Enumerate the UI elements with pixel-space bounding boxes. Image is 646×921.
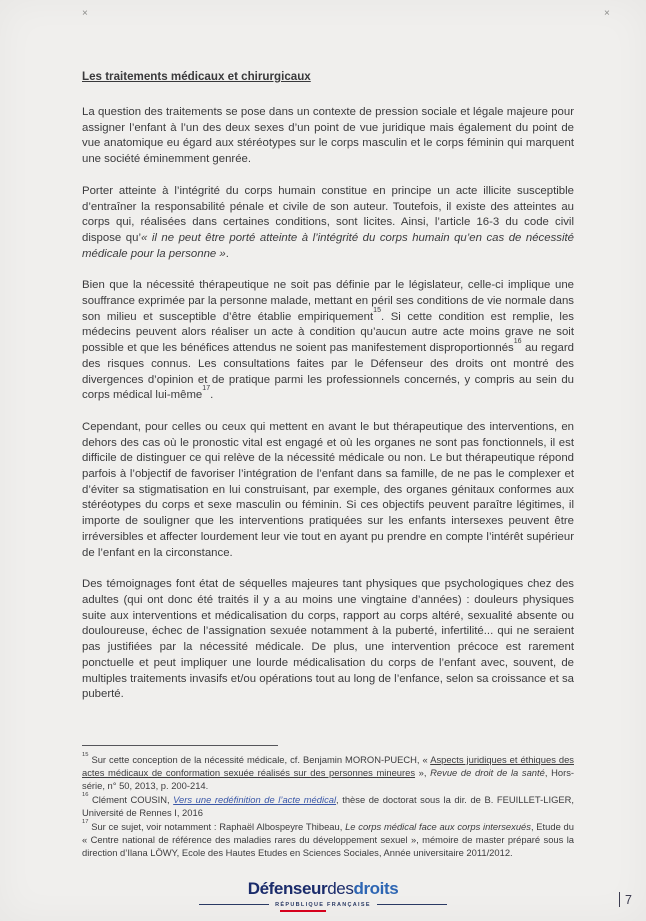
text-segment: . Si cette condition est remplie, les médecins peuvent alors réaliser un acte à condition qu’aucun autre acte moins grave ne soit possible et que les bénéfices attendus ne soient pas manifestement disproportionnés (82, 310, 574, 355)
logo-wordmark (248, 879, 399, 899)
text-segment: Bien que la nécessité thérapeutique ne soit pas définie par le législateur, celle-ci implique une souffrance exprimée par la personne malade, mettant en péril ses conditions de vie normale dans son milieu et susceptible d’être établie empiriquement (82, 279, 574, 323)
text-segment: Le corps médical face aux corps intersexués (345, 820, 531, 832)
footnote (82, 753, 574, 792)
footnote-ref: 15 (373, 306, 381, 314)
scan-artifact-right: × (604, 8, 610, 19)
logo-word-defenseur: Défenseur (247, 878, 328, 898)
text-segment: , thèse de doctorat sous la dir. de B. FEUILLET-LIGER, Université de Rennes I, 2016 (82, 793, 574, 818)
body-paragraph (82, 184, 574, 263)
text-segment: , Hors-série, n° 50, 2013, p. 200-214. (82, 766, 575, 791)
text-segment: Sur ce sujet, voir notamment : Raphaël Albospeyre Thibeau, (88, 820, 346, 832)
footnote-ref: 15 (82, 752, 89, 759)
text-segment: Revue de droit de la santé (430, 766, 545, 778)
text-segment: Aspects juridiques et éthiques des actes médicaux de conformation sexuée réalisés sur des personnes mineures (82, 753, 574, 778)
scan-artifact-left: × (82, 8, 88, 19)
footnote (82, 793, 574, 819)
page-number-value: 7 (625, 892, 632, 907)
text-segment: , Etude du « Centre national de référence des maladies rares du développement sexuel », mémoire de master préparé sous la direction d’Ilana LÖWY, Ecole des Hautes Etudes en Sciences Sociales, Année universitaire 2011/2012. (82, 820, 574, 858)
footnotes (82, 753, 574, 859)
text-segment: Des témoignages font état de séquelles majeures tant physiques que psychologiques chez des adultes (qui ont donc été traités il y a au moins une vingtaine d’années) : douleurs physiques suite aux interventions et médicalisation du corps, rapport au corps altéré, sexualité absente ou douloureuse, échec de l’assignation sexuée notamment à la puberté, infertilité... qui ne seraient pas justifiées par la nécessité médicale. De plus, une intervention précoce est rarement ponctuelle et peut impliquer une lourde médicalisation du corps de l’enfant avec, souvent, de multiples traitements invasifs et/ou opérations tout au long de l’enfance, selon sa croissance et sa puberté. (82, 578, 574, 701)
text-segment: . (210, 389, 214, 402)
footnote-ref: 16 (513, 338, 522, 346)
text-segment: », (415, 766, 431, 778)
tagline-rule-right (377, 904, 447, 905)
logo-tagline: RÉPUBLIQUE FRANÇAISE (275, 901, 371, 908)
section-title: Les traitements médicaux et chirurgicaux (82, 70, 311, 83)
text-segment: Sur cette conception de la nécessité médicale, cf. Benjamin MORON-PUECH, « (88, 753, 431, 765)
footnote-ref: 16 (82, 792, 89, 799)
page-number (619, 892, 632, 907)
footnote-ref: 17 (82, 819, 89, 826)
text-segment: Cependant, pour celles ou ceux qui mettent en avant le but thérapeutique des interventions, en dehors des cas où le pronostic vital est engagé et où les organes ne sont pas fonctionnels, il est difficile de distinguer ce qui relève de la nécessité médicale ou non. Le but thérapeutique répond parfois à l’objectif de favoriser l’intégration de l’enfant dans sa famille, de ne pas le complexer et d’éviter sa stigmatisation en lui construisant, par exemple, des organes génitaux conformes aux stéréotypes du corps et sexe masculin ou féminin. Si ces objectifs peuvent paraître légitimes, il importe de souligner que les interventions pratiquées sur les enfants intersexes peuvent être irréversibles et affecter lourdement leur vie tout en ayant pu prendre en compte l’intérêt supérieur de l’enfant en la circonstance. (82, 420, 574, 559)
logo-tagline-row (199, 902, 447, 908)
footnote (82, 820, 574, 859)
body-paragraph (82, 278, 574, 404)
text-segment: Vers une redéfinition de l’acte médical (173, 793, 337, 805)
footnote-separator (82, 745, 278, 746)
text-segment: Clément COUSIN, (88, 793, 174, 805)
document-content (82, 70, 574, 860)
body-paragraph (82, 105, 574, 168)
logo-word-des: des (327, 878, 354, 898)
body-paragraph (82, 577, 574, 703)
body-paragraph (82, 420, 574, 561)
text-segment: La question des traitements se pose dans un contexte de pression sociale et légale majeure pour assigner l’enfant à l’un des deux sexes d’un point de vue juridique mais également du point de vue anatomique eu égard aux stéréotypes sur le corps masculin et le corps féminin qui marquent une société éminemment genrée. (82, 106, 574, 166)
text-segment: « il ne peut être porté atteinte à l’intégrité du corps humain qu’en cas de nécessité médicale pour la personne » (82, 231, 574, 260)
page-number-bar (619, 892, 621, 907)
footnote-ref: 17 (202, 385, 211, 393)
body-paragraphs (82, 105, 574, 703)
text-segment: . (225, 247, 229, 260)
text-segment: Porter atteinte à l’intégrité du corps humain constitue en principe un acte illicite susceptible d’entraîner la responsabilité pénale et civile de son auteur. Toutefois, il existe des atteintes au corps qui, réalisées dans certaines conditions, sont licites. Ainsi, l’article 16-3 du code civil dispose qu’ (82, 184, 574, 244)
tagline-rule-left (199, 904, 269, 905)
institution-logo (0, 879, 646, 913)
logo-red-underline (280, 910, 326, 913)
text-segment: au regard des risques connus. Les consultations faites par le Défenseur des droits ont montré des divergences d’opinion et de pratique parmi les professionnels concernés, y compris au sein du corps médical lui-même (82, 342, 574, 402)
logo-word-droits: droits (353, 878, 399, 898)
